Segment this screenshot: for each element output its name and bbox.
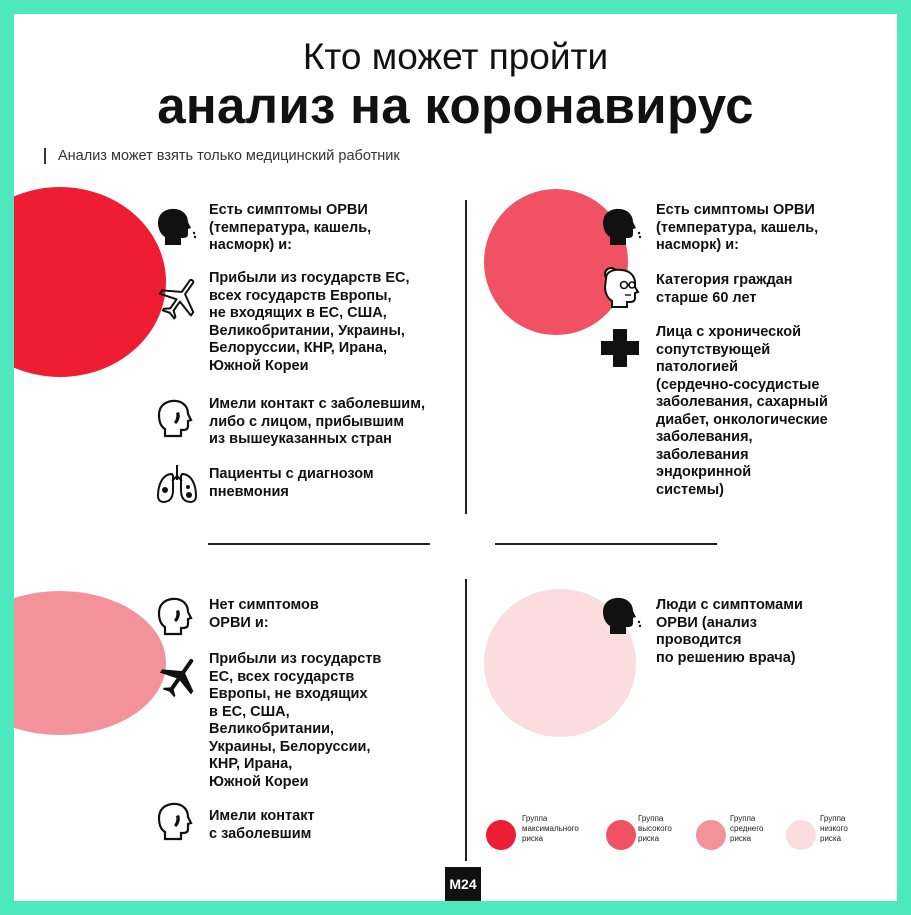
legend-dot-high <box>606 820 636 850</box>
subtitle: Анализ может взять только медицинский работник <box>44 148 400 164</box>
high-item-1-text: Есть симптомы ОРВИ (температура, кашель, насморк) и: <box>656 202 819 253</box>
legend-dot-max <box>486 820 516 850</box>
divider-horizontal-left <box>208 543 430 545</box>
medium-item-2-text: Прибыли из государств ЕС, всех государств Европы, не входящих в ЕС, США, Великобритании, Украины, Белоруссии, КНР, Ирана, Южной Кореи <box>209 651 382 790</box>
head-outline-icon <box>157 801 197 841</box>
legend-dot-medium <box>696 820 726 850</box>
divider-vertical-top <box>465 200 467 514</box>
sick-head-icon <box>157 207 197 247</box>
lungs-icon <box>155 462 199 506</box>
title-line-1: Кто может пройти <box>302 36 609 77</box>
legend-label-high: Группа высокого риска <box>638 814 672 843</box>
max-item-4-text: Пациенты с диагнозом пневмония <box>209 466 374 500</box>
title-line-2: анализ на коронавирус <box>157 77 754 134</box>
infographic-card <box>14 14 897 901</box>
max-item-3-text: Имели контакт с заболевшим, либо с лицом, прибывшим из вышеуказанных стран <box>209 396 425 447</box>
sick-head-icon <box>602 596 642 636</box>
low-item-1-text: Люди с симптомами ОРВИ (анализ проводится по решению врача) <box>656 597 803 666</box>
elderly-icon <box>598 265 642 309</box>
high-item-2-text: Категория граждан старше 60 лет <box>656 272 793 306</box>
head-outline-icon <box>157 596 197 636</box>
m24-logo: M24 <box>445 867 481 901</box>
divider-horizontal-right <box>495 543 717 545</box>
medium-item-3-text: Имели контакт с заболевшим <box>209 808 315 842</box>
medium-item-1-text: Нет симптомов ОРВИ и: <box>209 597 319 631</box>
medical-cross-icon <box>600 328 640 368</box>
legend-label-medium: Группа среднего риска <box>730 814 764 843</box>
airplane-icon <box>157 655 203 699</box>
max-item-1-text: Есть симптомы ОРВИ (температура, кашель, насморк) и: <box>209 202 372 253</box>
sick-head-icon <box>602 207 642 247</box>
head-outline-icon <box>157 398 197 438</box>
divider-vertical-bottom <box>465 579 467 861</box>
airplane-icon <box>157 276 203 320</box>
legend-label-max: Группа максимального риска <box>522 814 579 843</box>
max-item-2-text: Прибыли из государств ЕС, всех государств Европы, не входящих в ЕС, США, Великобритании, Украины, Белоруссии, КНР, Ирана, Южной Кореи <box>209 270 410 374</box>
legend-dot-low <box>786 820 816 850</box>
high-item-3-text: Лица с хронической сопутствующей патологией (сердечно-сосудистые заболевания, сахарный диабет, онкологические заболевания, заболевания эндокринной системы) <box>656 324 828 498</box>
medium-risk-circle <box>14 591 166 735</box>
max-risk-circle <box>14 187 166 377</box>
legend-label-low: Группа низкого риска <box>820 814 848 843</box>
